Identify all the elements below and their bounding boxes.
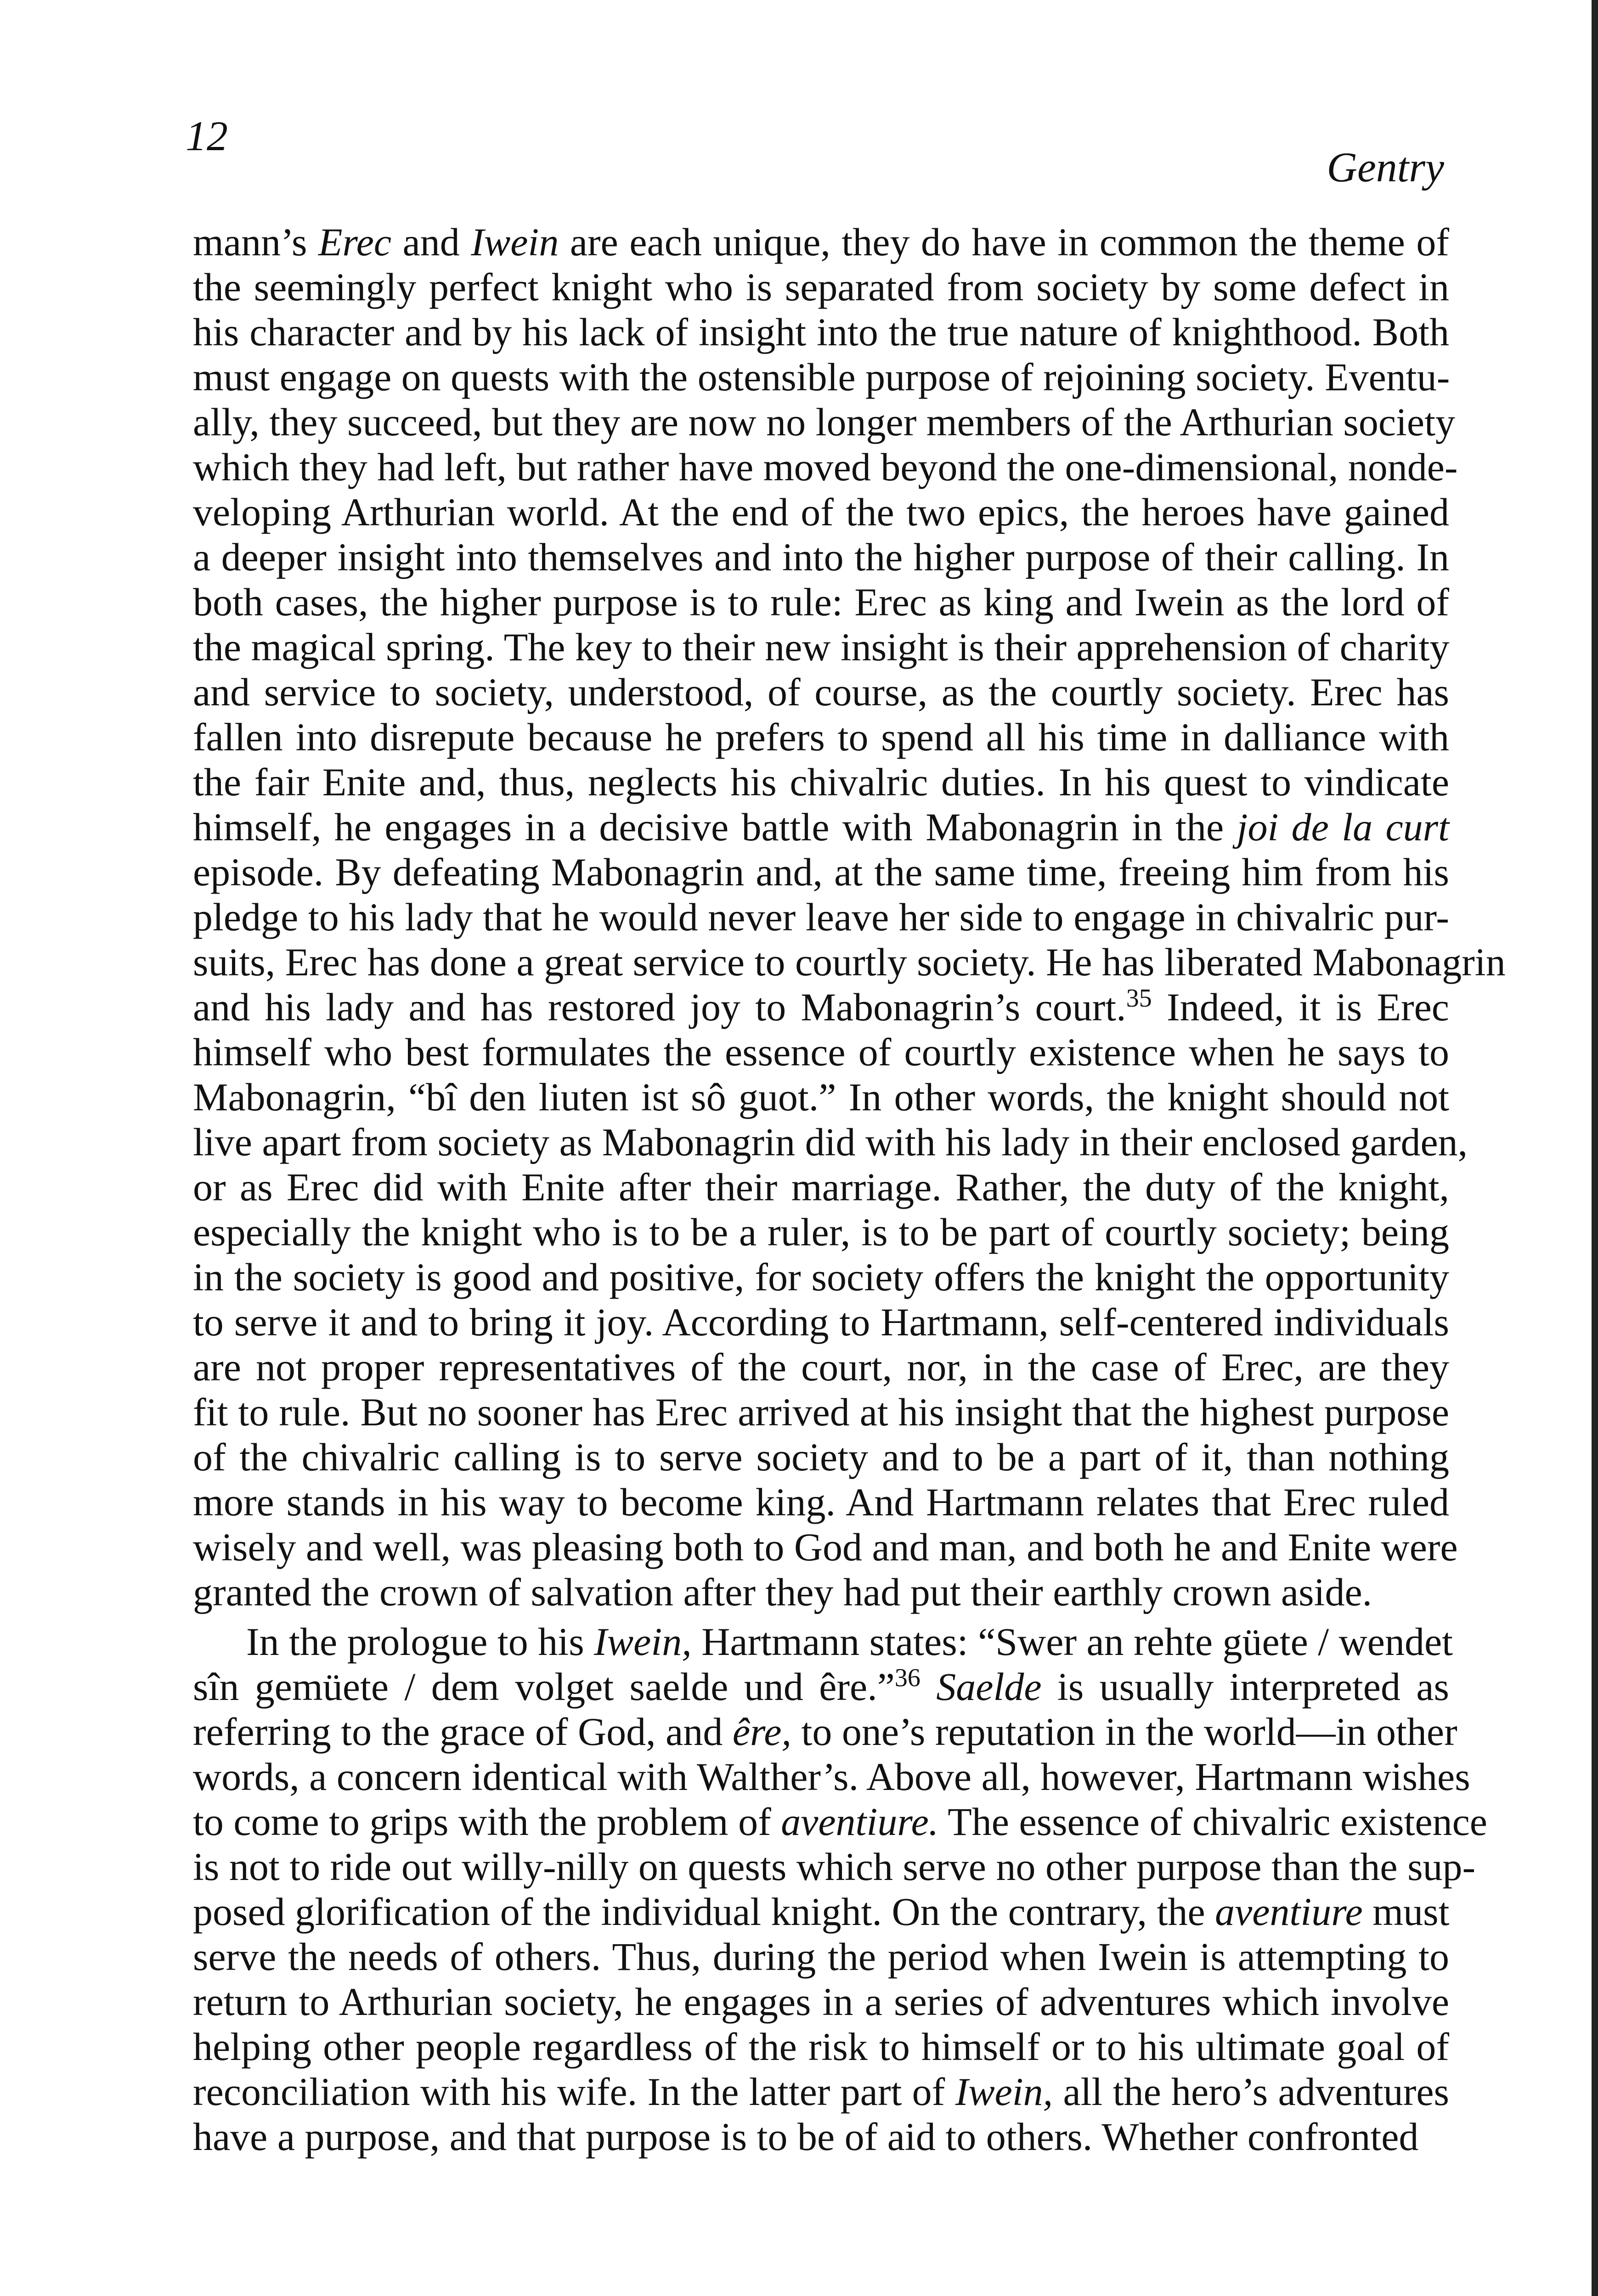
italic-term: Iwein bbox=[471, 220, 559, 264]
text-run: live apart from society as Mabonagrin did with his lady in their enclosed garden, bbox=[193, 1120, 1468, 1164]
text-line bbox=[193, 1030, 1449, 1075]
text-run: and service to society, understood, of course, as the courtly society. Erec has bbox=[193, 670, 1449, 714]
italic-term: aventiure. bbox=[781, 1800, 939, 1844]
text-run: the fair Enite and, thus, neglects his chivalric duties. In his quest to vindicate bbox=[193, 760, 1449, 804]
text-run: sîn gemüete / dem volget saelde und êre.” bbox=[193, 1665, 895, 1709]
text-line bbox=[193, 355, 1449, 400]
running-head: Gentry bbox=[1327, 144, 1444, 191]
text-run: to come to grips with the problem of bbox=[193, 1800, 781, 1844]
paragraph-2 bbox=[193, 1619, 1487, 2159]
text-line bbox=[193, 1075, 1449, 1120]
text-line bbox=[193, 805, 1449, 850]
text-line bbox=[193, 2069, 1449, 2114]
text-run: to serve it and to bring it joy. According to Hartmann, self-centered individuals bbox=[193, 1300, 1449, 1344]
text-run: serve the needs of others. Thus, during the period when Iwein is attempting to bbox=[193, 1935, 1449, 1979]
italic-term: Erec bbox=[318, 220, 392, 264]
text-run: a deeper insight into themselves and into the higher purpose of their calling. In bbox=[193, 535, 1449, 579]
text-run: granted the crown of salvation after they had put their earthly crown aside. bbox=[193, 1570, 1372, 1614]
text-line bbox=[193, 2114, 1449, 2159]
text-line bbox=[193, 1435, 1449, 1480]
italic-term: Saelde bbox=[936, 1665, 1042, 1709]
text-line bbox=[193, 940, 1506, 985]
text-line bbox=[193, 985, 1449, 1030]
text-line bbox=[193, 1934, 1449, 1979]
text-run: Hartmann states: “Swer an rehte güete / wendet bbox=[691, 1620, 1453, 1664]
text-run: wisely and well, was pleasing both to God and man, and both he and Enite were bbox=[193, 1525, 1458, 1569]
text-line bbox=[193, 895, 1449, 940]
text-line bbox=[193, 1979, 1449, 2024]
text-run: more stands in his way to become king. And Hartmann relates that Erec ruled bbox=[193, 1480, 1449, 1524]
text-run: is usually interpreted as bbox=[1041, 1665, 1450, 1709]
text-run: and his lady and has restored joy to Mabonagrin’s court. bbox=[193, 985, 1126, 1029]
text-line bbox=[193, 715, 1449, 760]
italic-term: êre, bbox=[732, 1710, 791, 1754]
text-run: The essence of chivalric existence bbox=[938, 1800, 1487, 1844]
text-run: referring to the grace of God, and bbox=[193, 1710, 733, 1754]
text-run: all the hero’s adventures bbox=[1053, 2070, 1449, 2114]
text-line bbox=[193, 1120, 1468, 1165]
text-run: is not to ride out willy-nilly on quests which serve no other purpose than the sup- bbox=[193, 1845, 1476, 1889]
text-line bbox=[193, 1799, 1487, 1844]
text-run: Indeed, it is Erec bbox=[1152, 985, 1449, 1029]
text-line bbox=[193, 490, 1449, 535]
italic-term: aventiure bbox=[1215, 1890, 1363, 1934]
text-line bbox=[193, 580, 1449, 625]
text-line bbox=[193, 1390, 1449, 1435]
italic-term: Iwein, bbox=[955, 2070, 1053, 2114]
text-run: the seemingly perfect knight who is separated from society by some defect in bbox=[193, 265, 1449, 309]
text-line bbox=[193, 850, 1449, 895]
text-run: veloping Arthurian world. At the end of the two epics, the heroes have gained bbox=[193, 490, 1449, 534]
text-run: pledge to his lady that he would never leave her side to engage in chivalric pur- bbox=[193, 895, 1449, 939]
text-run: Mabonagrin, “bî den liuten ist sô guot.” In other words, the knight should not bbox=[193, 1075, 1449, 1119]
text-run: and bbox=[391, 220, 471, 264]
italic-term: Iwein, bbox=[594, 1620, 692, 1664]
text-line bbox=[193, 2024, 1449, 2069]
text-run: suits, Erec has done a great service to courtly society. He has liberated Mabonagrin bbox=[193, 940, 1506, 984]
body-text bbox=[193, 219, 1506, 2159]
text-line bbox=[193, 1570, 1449, 1615]
text-run: his character and by his lack of insight into the true nature of knighthood. Both bbox=[193, 310, 1449, 354]
text-line bbox=[193, 625, 1449, 670]
paragraph-1 bbox=[193, 219, 1506, 1615]
text-run: himself who best formulates the essence of courtly existence when he says to bbox=[193, 1030, 1449, 1074]
text-run: fallen into disrepute because he prefers to spend all his time in dalliance with bbox=[193, 715, 1449, 759]
text-run: the magical spring. The key to their new insight is their apprehension of charity bbox=[193, 625, 1450, 669]
text-line bbox=[193, 219, 1449, 264]
text-line bbox=[193, 1255, 1449, 1300]
text-run: must engage on quests with the ostensible purpose of rejoining society. Eventu- bbox=[193, 355, 1450, 399]
text-run bbox=[920, 1665, 936, 1709]
text-run: helping other people regardless of the risk to himself or to his ultimate goal of bbox=[193, 2025, 1449, 2069]
text-line bbox=[193, 760, 1449, 805]
text-run: especially the knight who is to be a ruler, is to be part of courtly society; being bbox=[193, 1210, 1449, 1254]
text-line bbox=[193, 1844, 1476, 1889]
text-line bbox=[193, 535, 1449, 580]
text-run: to one’s reputation in the world—in other bbox=[791, 1710, 1457, 1754]
text-run: ally, they succeed, but they are now no longer members of the Arthurian society bbox=[193, 400, 1455, 444]
footnote-ref: 36 bbox=[894, 1664, 920, 1692]
text-run: In the prologue to his bbox=[246, 1620, 594, 1664]
page-number: 12 bbox=[186, 113, 228, 159]
text-line bbox=[193, 400, 1455, 445]
text-line bbox=[193, 445, 1458, 490]
text-run: himself, he engages in a decisive battle with Mabonagrin in the bbox=[193, 805, 1237, 849]
text-run: are not proper representatives of the court, nor, in the case of Erec, are they bbox=[193, 1345, 1449, 1389]
text-line bbox=[193, 1345, 1449, 1390]
text-line bbox=[193, 310, 1449, 355]
text-run: must bbox=[1362, 1890, 1450, 1934]
text-run: in the society is good and positive, for society offers the knight the opportunity bbox=[193, 1255, 1449, 1299]
text-line bbox=[193, 670, 1449, 715]
text-line bbox=[193, 1210, 1449, 1255]
footnote-ref: 35 bbox=[1126, 984, 1152, 1013]
text-line bbox=[193, 264, 1449, 310]
text-line bbox=[193, 1664, 1449, 1709]
text-line bbox=[193, 1165, 1449, 1210]
text-line bbox=[193, 1889, 1449, 1934]
text-line bbox=[193, 1754, 1470, 1799]
text-run: both cases, the higher purpose is to rule: Erec as king and Iwein as the lord of bbox=[193, 580, 1449, 624]
text-run: of the chivalric calling is to serve society and to be a part of it, than nothing bbox=[193, 1435, 1449, 1479]
scan-edge-right bbox=[1592, 0, 1598, 2296]
text-run: mann’s bbox=[193, 220, 318, 264]
italic-term: joi de la curt bbox=[1237, 805, 1449, 849]
text-run: fit to rule. But no sooner has Erec arrived at his insight that the highest purpose bbox=[193, 1390, 1449, 1434]
text-run: words, a concern identical with Walther’s. Above all, however, Hartmann wishes bbox=[193, 1755, 1470, 1799]
text-run: return to Arthurian society, he engages in a series of adventures which involve bbox=[193, 1980, 1449, 2024]
text-run: or as Erec did with Enite after their marriage. Rather, the duty of the knight, bbox=[193, 1165, 1449, 1209]
text-run: episode. By defeating Mabonagrin and, at the same time, freeing him from his bbox=[193, 850, 1449, 894]
text-run: have a purpose, and that purpose is to be of aid to others. Whether confronted bbox=[193, 2115, 1419, 2159]
text-line bbox=[193, 1619, 1453, 1664]
text-line bbox=[193, 1525, 1458, 1570]
text-line bbox=[193, 1300, 1449, 1345]
text-run: are each unique, they do have in common the theme of bbox=[559, 220, 1449, 264]
text-run: posed glorification of the individual knight. On the contrary, the bbox=[193, 1890, 1215, 1934]
text-line bbox=[193, 1480, 1449, 1525]
text-line bbox=[193, 1709, 1457, 1754]
text-run: reconciliation with his wife. In the latter part of bbox=[193, 2070, 955, 2114]
text-run: which they had left, but rather have moved beyond the one-dimensional, nonde- bbox=[193, 445, 1458, 489]
